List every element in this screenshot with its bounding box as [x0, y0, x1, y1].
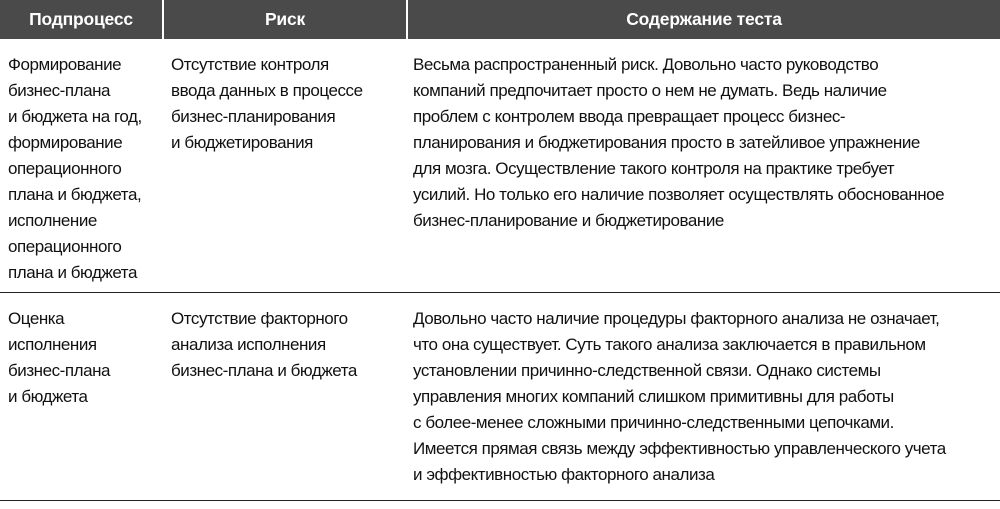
text-line: усилий. Но только его наличие позволяет осуществлять обоснованное [413, 185, 945, 204]
text-line: и бюджета [8, 387, 88, 406]
table-row [0, 293, 1000, 501]
text-line: управления многих компаний слишком примитивны для работы [413, 387, 894, 406]
text-line: Весьма распространенный риск. Довольно часто руководство [413, 55, 879, 74]
text-line: и бюджетирования [171, 133, 313, 152]
text-line: компаний предпочитает просто о нем не думать. Ведь наличие [413, 81, 887, 100]
cell-test-content [407, 39, 1000, 293]
text-line: Оценка [8, 309, 65, 328]
text-line: для мозга. Осуществление такого контроля на практике требует [413, 159, 895, 178]
cell-risk [163, 39, 407, 293]
table-row [0, 39, 1000, 293]
table-header-row [0, 0, 1000, 39]
cell-subprocess [0, 293, 163, 501]
text-line: бизнес-планирования [171, 107, 336, 126]
header-test-content: Содержание теста [407, 0, 1000, 39]
text-line: с более-менее сложными причинно-следственными цепочками. [413, 413, 894, 432]
cell-test-content [407, 293, 1000, 501]
text-line: исполнения [8, 335, 97, 354]
header-subprocess: Подпроцесс [0, 0, 163, 39]
text-line: бизнес-планирование и бюджетирование [413, 211, 724, 230]
header-risk: Риск [163, 0, 407, 39]
text-line: операционного [8, 159, 122, 178]
text-line: формирование [8, 133, 123, 152]
text-line: анализа исполнения [171, 335, 326, 354]
text-line: что она существует. Суть такого анализа заключается в правильном [413, 335, 926, 354]
text-line: установлении причинно-следственной связи. Однако системы [413, 361, 881, 380]
text-line: и эффективностью факторного анализа [413, 465, 715, 484]
text-line: Отсутствие факторного [171, 309, 348, 328]
text-line: планирования и бюджетирования просто в затейливое упражнение [413, 133, 920, 152]
text-line: исполнение [8, 211, 97, 230]
text-line: плана и бюджета [8, 263, 137, 282]
cell-subprocess [0, 39, 163, 293]
cell-risk [163, 293, 407, 501]
text-line: операционного [8, 237, 122, 256]
text-line: Довольно часто наличие процедуры факторного анализа не означает, [413, 309, 940, 328]
text-line: проблем с контролем ввода превращает процесс бизнес- [413, 107, 846, 126]
text-line: бизнес-плана и бюджета [171, 361, 357, 380]
text-line: Отсутствие контроля [171, 55, 329, 74]
text-line: ввода данных в процессе [171, 81, 363, 100]
text-line: бизнес-плана [8, 361, 111, 380]
text-line: Имеется прямая связь между эффективностью управленческого учета [413, 439, 946, 458]
text-line: плана и бюджета, [8, 185, 142, 204]
text-line: Формирование [8, 55, 122, 74]
text-line: и бюджета на год, [8, 107, 142, 126]
text-line: бизнес-плана [8, 81, 111, 100]
